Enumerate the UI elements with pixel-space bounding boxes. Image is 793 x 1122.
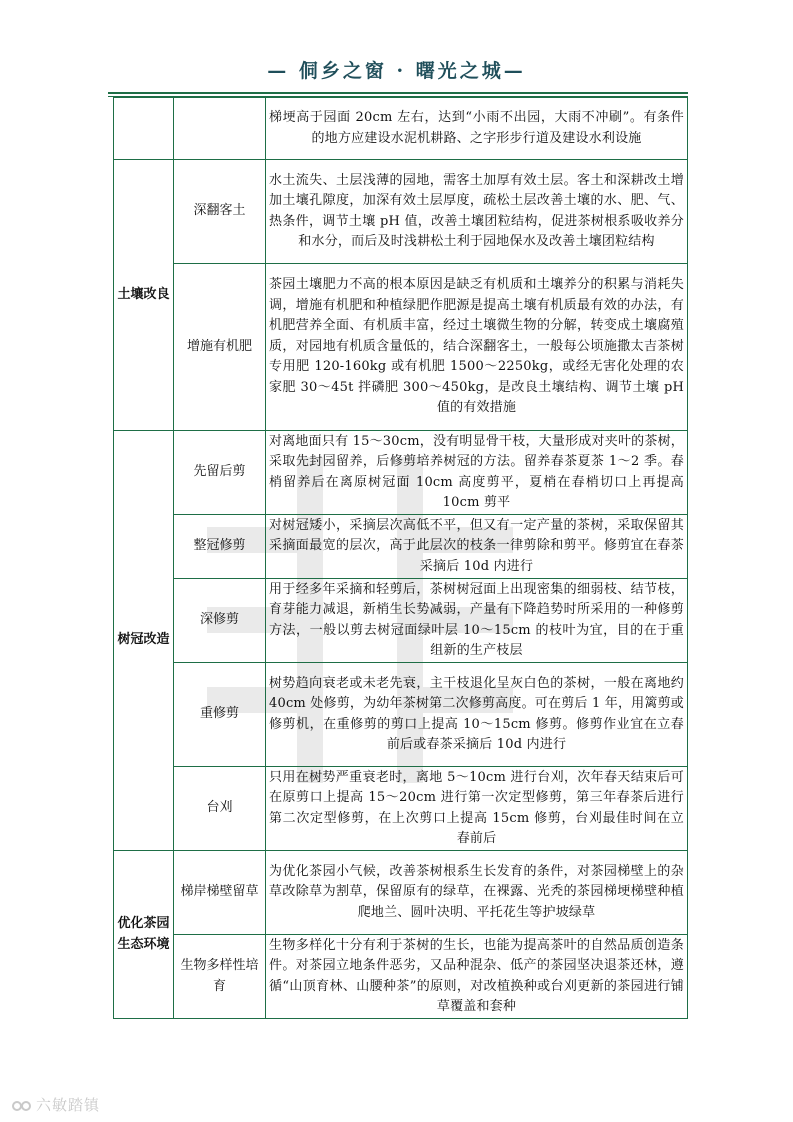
description-cell: 茶园土壤肥力不高的根本原因是缺乏有机质和土壤养分的积累与消耗失调，增施有机肥和种植绿肥作肥源是提高土壤有机质最有效的办法，有机肥营养全面、有机质丰富，经过土壤微生物的分解，转变成土壤腐殖质，对园地有机质含量低的，结合深翻客土，一般每公顷施撒太吉茶树专用肥 120-160kg 或有机肥 1500～2250kg，或经无害化处理的农家肥 30～45t 拌磷肥 300～450kg，是改良土壤结构、调节土壤 pH 值的有效措施	[266, 264, 688, 431]
footer-brand-text: 六敏踏镇	[36, 1096, 101, 1114]
description-cell: 生物多样化十分有利于茶树的生长，也能为提高茶叶的自然品质创造条件。对茶园立地条件恶劣，又品种混杂、低产的茶园坚决退茶还林，遵循“山顶育林、山腰种茶”的原则，对改植换种或台刈更新的茶园进行铺草覆盖和套种	[266, 935, 688, 1019]
measure-cell: 先留后剪	[174, 431, 266, 515]
category-cell: 优化茶园生态环境	[114, 851, 174, 1019]
table-row	[114, 851, 688, 935]
description-cell: 对树冠矮小，采摘层次高低不平，但又有一定产量的茶树，采取保留其采摘面最宽的层次，高于此层次的枝条一律剪除和剪平。修剪宜在春茶采摘后 10d 内进行	[266, 515, 688, 579]
table-row	[114, 264, 688, 431]
description-cell: 水土流失、土层浅薄的园地，需客土加厚有效土层。客土和深耕改土增加土壤孔隙度，加深有效土层厚度，疏松土层改善土壤的水、肥、气、热条件，调节土壤 pH 值，改善土壤团粒结构，促进茶树根系吸收养分和水分，而后及时浅耕松土利于园地保水及改善土壤团粒结构	[266, 160, 688, 264]
table-row	[114, 160, 688, 264]
table-row	[114, 579, 688, 663]
table-row	[114, 98, 688, 160]
footer-brand	[12, 1094, 100, 1115]
description-cell: 用于经多年采摘和轻剪后，茶树树冠面上出现密集的细弱枝、结节枝，育芽能力减退，新梢生长势减弱，产量有下降趋势时所采用的一种修剪方法，一般以剪去树冠面绿叶层 10～15cm 的枝叶为宜，目的在于重组新的生产枝层	[266, 579, 688, 663]
measures-table	[113, 97, 688, 1019]
measure-cell: 深修剪	[174, 579, 266, 663]
measure-cell: 深翻客土	[174, 160, 266, 264]
description-cell: 对离地面只有 15～30cm，没有明显骨干枝，大量形成对夹叶的茶树，采取先封园留养，后修剪培养树冠的方法。留养春茶夏茶 1～2 季。春梢留养后在离原树冠面 10cm 高度剪平，夏梢在春梢切口上再提高 10cm 剪平	[266, 431, 688, 515]
brand-logo-icon	[12, 1099, 32, 1113]
table-row	[114, 663, 688, 767]
description-cell: 梯埂高于园面 20cm 左右，达到“小雨不出园，大雨不冲刷”。有条件的地方应建设水泥机耕路、之字形步行道及建设水利设施	[266, 98, 688, 160]
description-cell: 为优化茶园小气候，改善茶树根系生长发育的条件，对茶园梯壁上的杂草改除草为割草，保留原有的绿草，在裸露、光秃的茶园梯埂梯壁种植爬地兰、圆叶决明、平托花生等护坡绿草	[266, 851, 688, 935]
category-cell	[114, 98, 174, 160]
table-row	[114, 515, 688, 579]
category-cell: 树冠改造	[114, 431, 174, 851]
category-cell: 土壤改良	[114, 160, 174, 431]
header-rule	[108, 92, 688, 94]
measure-cell: 整冠修剪	[174, 515, 266, 579]
measure-cell: 梯岸梯壁留草	[174, 851, 266, 935]
measure-cell: 生物多样性培育	[174, 935, 266, 1019]
measure-cell: 增施有机肥	[174, 264, 266, 431]
page-header-title: — 侗乡之窗 · 曙光之城—	[267, 60, 526, 82]
measure-cell	[174, 98, 266, 160]
measure-cell: 重修剪	[174, 663, 266, 767]
table-row	[114, 431, 688, 515]
description-cell: 只用在树势严重衰老时，离地 5～10cm 进行台刈，次年春天结束后可在原剪口上提高 15～20cm 进行第一次定型修剪，第三年春茶后进行第二次定型修剪，在上次剪口上提高 15cm 修剪，台刈最佳时间在立春前后	[266, 767, 688, 851]
description-cell: 树势趋向衰老或未老先衰，主干枝退化呈灰白色的茶树，一般在离地约 40cm 处修剪，为幼年茶树第二次修剪高度。可在剪后 1 年，用篱剪或修剪机，在重修剪的剪口上提高 10～15cm 修剪。修剪作业宜在立春前后或春茶采摘后 10d 内进行	[266, 663, 688, 767]
table-row	[114, 767, 688, 851]
measure-cell: 台刈	[174, 767, 266, 851]
table-row	[114, 935, 688, 1019]
